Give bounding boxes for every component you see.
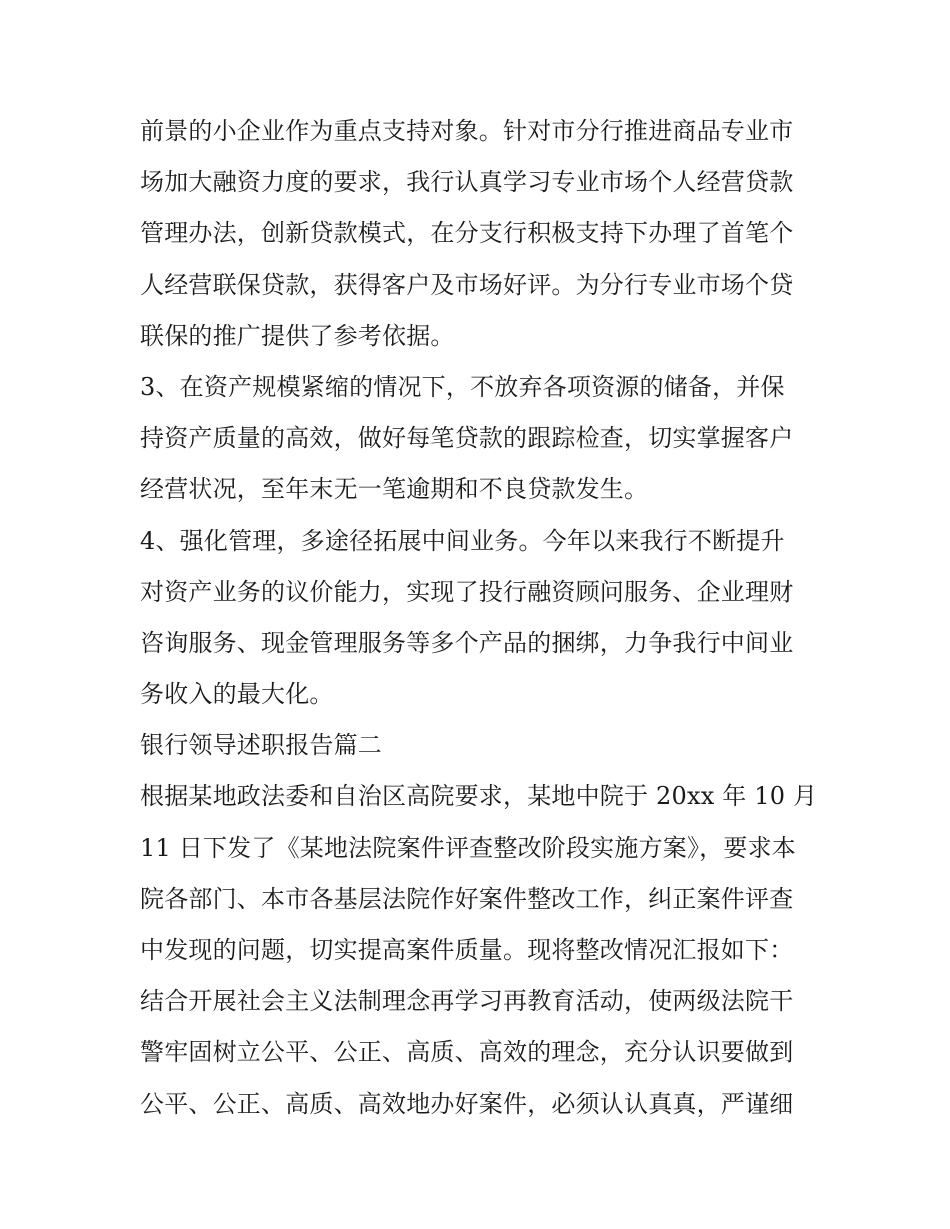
paragraph-line: 公平、公正、高质、高效地办好案件，必须认认真真，严谨细 (140, 1089, 794, 1118)
paragraph-line: 联保的推广提供了参考依据。 (140, 321, 455, 350)
paragraph-line: 11 日下发了《某地法院案件评查整改阶段实施方案》，要求本 (140, 833, 796, 862)
paragraph-line: 根据某地政法委和自治区高院要求，某地中院于 20xx 年 10 月 (140, 782, 818, 811)
paragraph-line: 4、强化管理，多途径拓展中间业务。今年以来我行不断提升 (140, 526, 785, 555)
paragraph-line: 中发现的问题，切实提高案件质量。现将整改情况汇报如下： (140, 936, 794, 964)
paragraph-line: 场加大融资力度的要求，我行认真学习专业市场个人经营贷款 (140, 168, 794, 197)
document-body (140, 106, 820, 1130)
paragraph-line: 前景的小企业作为重点支持对象。针对市分行推进商品专业市 (140, 117, 794, 145)
paragraph-line: 持资产质量的高效，做好每笔贷款的跟踪检查，切实掌握客户 (140, 424, 794, 453)
paragraph-line: 管理办法，创新贷款模式，在分支行积极支持下办理了首笔个 (140, 219, 794, 248)
paragraph-line: 院各部门、本市各基层法院作好案件整改工作，纠正案件评查 (140, 884, 794, 913)
paragraph-line: 务收入的最大化。 (140, 680, 334, 709)
paragraph-line: 警牢固树立公平、公正、高质、高效的理念，充分认识要做到 (140, 1038, 794, 1067)
paragraph-line: 3、在资产规模紧缩的情况下，不放弃各项资源的储备，并保 (140, 372, 785, 401)
paragraph-line: 经营状况，至年末无一笔逾期和不良贷款发生。 (140, 475, 649, 504)
paragraph-line: 结合开展社会主义法制理念再学习再教育活动，使两级法院干 (140, 987, 794, 1016)
section-heading: 银行领导述职报告篇二 (140, 731, 382, 760)
paragraph-line: 人经营联保贷款，获得客户及市场好评。为分行专业市场个贷 (140, 270, 794, 299)
paragraph-line: 咨询服务、现金管理服务等多个产品的捆绑，力争我行中间业 (140, 628, 794, 657)
paragraph-line: 对资产业务的议价能力，实现了投行融资顾问服务、企业理财 (140, 577, 794, 606)
